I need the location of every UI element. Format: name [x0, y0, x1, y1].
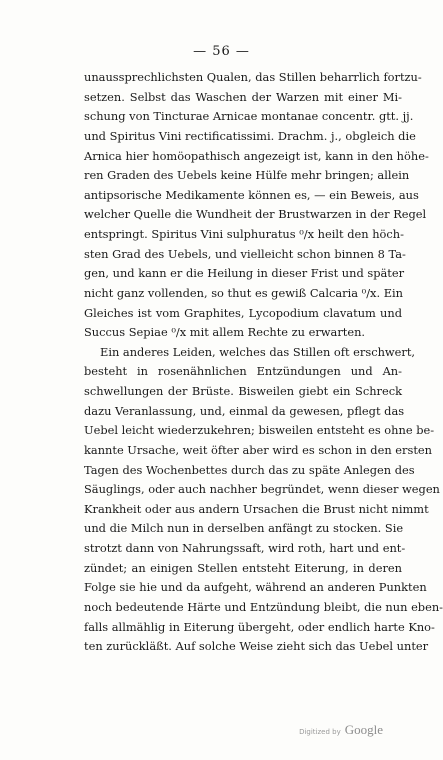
text-line: noch bedeutende Härte und Entzündung bleibt, die nun eben-: [84, 599, 443, 614]
text-line: Gleiches ist vom Graphites, Lycopodium clavatum und: [84, 305, 402, 320]
text-line: falls allmählig in Eiterung übergeht, oder endlich harte Kno-: [84, 619, 435, 634]
text-line: besteht in rosenähnlichen Entzündungen und An-: [84, 364, 402, 379]
text-line: Succus Sepiae ⁰/x mit allem Rechte zu erwarten.: [84, 325, 366, 340]
text-line: Tagen des Wochenbettes durch das zu späte Anlegen des: [84, 462, 415, 477]
text-line: und Spiritus Vini rectificatissimi. Drachm. j., obgleich die: [84, 128, 416, 143]
text-line: kannte Ursache, weit öfter aber wird es schon in den ersten: [84, 442, 432, 457]
text-line: Folge sie hie und da aufgeht, während an anderen Punkten: [84, 580, 427, 595]
text-line: sten Grad des Uebels, und vielleicht schon binnen 8 Ta-: [84, 246, 406, 261]
text-line: Ein anderes Leiden, welches das Stillen oft erschwert,: [100, 344, 416, 359]
text-line: zündet; an einigen Stellen entsteht Eiterung, in deren: [84, 560, 402, 575]
text-line: setzen. Selbst das Waschen der Warzen mit einer Mi-: [84, 89, 402, 104]
digitized-by-label: Digitized by: [299, 728, 341, 736]
text-line: dazu Veranlassung, und, einmal da gewesen, pflegt das: [84, 403, 405, 418]
text-line: ten zurückläßt. Auf solche Weise zieht sich das Uebel unter: [84, 639, 429, 654]
text-line: strotzt dann von Nahrungssaft, wird roth, hart und ent-: [84, 541, 406, 555]
google-logo: Google: [344, 722, 383, 737]
text-line: schung von Tincturae Arnicae montanae concentr. gtt. jj.: [84, 109, 414, 124]
text-line: gen, und kann er die Heilung in dieser Frist und später: [84, 266, 405, 281]
body-text: [84, 68, 443, 657]
text-line: und die Milch nun in derselben anfängt zu stocken. Sie: [84, 521, 404, 536]
page-number: — 56 —: [193, 44, 250, 59]
text-line: Arnica hier homöopathisch angezeigt ist, kann in den höhe-: [84, 148, 429, 163]
text-line: Uebel leicht wiederzukehren; bisweilen entsteht es ohne be-: [84, 423, 435, 438]
text-line: entspringt. Spiritus Vini sulphuratus ⁰/x heilt den höch-: [84, 227, 404, 241]
text-line: Säuglings, oder auch nachher begründet, wenn dieser wegen: [84, 482, 440, 497]
text-line: ren Graden des Uebels keine Hülfe mehr bringen; allein: [84, 168, 410, 183]
text-line: antipsorische Medikamente können es, — ein Beweis, aus: [84, 187, 419, 202]
digitization-watermark: [299, 722, 383, 738]
text-line: welcher Quelle die Wundheit der Brustwarzen in der Regel: [84, 207, 427, 222]
text-line: nicht ganz vollenden, so thut es gewiß Calcaria ⁰/x. Ein: [84, 285, 404, 300]
text-line: Krankheit oder aus andern Ursachen die Brust nicht nimmt: [84, 501, 429, 516]
text-line: schwellungen der Brüste. Bisweilen giebt ein Schreck: [84, 384, 402, 398]
text-line: unaussprechlichsten Qualen, das Stillen beharrlich fortzu-: [84, 70, 422, 84]
